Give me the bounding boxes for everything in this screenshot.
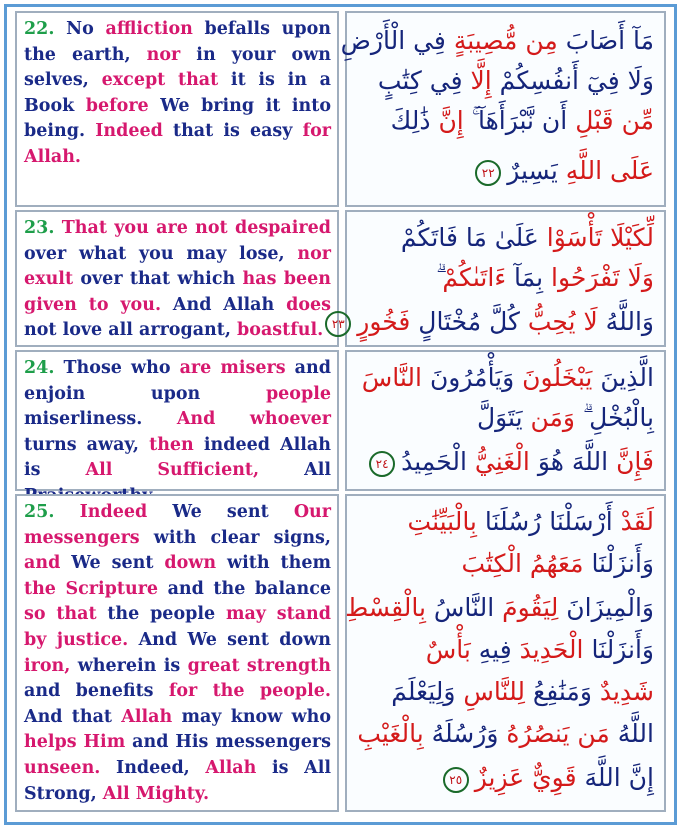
translation-phrase: that is easy	[162, 121, 303, 142]
arabic-phrase: أَرْسَلْنَا رُسُلَنَا	[484, 507, 613, 536]
translation-phrase: in your own selves,	[24, 44, 331, 91]
arabic-phrase: بِالْغَيْبِ	[357, 719, 424, 748]
arabic-phrase: إِنَّ اللَّهَ	[576, 763, 654, 792]
arabic-cell	[340, 11, 666, 207]
translation-text	[24, 216, 331, 344]
arabic-phrase: مِن مُّصِيبَةٍ	[453, 26, 558, 55]
arabic-line	[357, 546, 654, 582]
highlighted-phrase: Indeed	[95, 121, 163, 142]
ayah-number-marker: ٢٣	[325, 311, 351, 337]
highlighted-phrase: does	[286, 294, 331, 315]
translation-phrase: And We sent down	[128, 629, 331, 650]
translation-text	[24, 500, 331, 807]
arabic-phrase: النَّاسُ	[425, 593, 503, 622]
arabic-phrase: الْغَنِيُّ	[474, 447, 530, 476]
arabic-phrase: ۗ	[436, 263, 443, 292]
arabic-phrase: يَبْخَلُونَ	[522, 363, 593, 392]
arabic-phrase: مِّن قَبْلِ	[575, 106, 654, 135]
translation-phrase: and the balance	[158, 578, 331, 599]
arabic-phrase: يَتَوَلَّ	[476, 403, 531, 432]
arabic-line	[357, 400, 654, 436]
arabic-phrase: لِيَقُومَ	[502, 593, 559, 622]
arabic-phrase: وَلَا تَفْرَحُوا	[551, 263, 654, 292]
translation-text	[24, 17, 331, 171]
arabic-phrase: لِّكَيْلَا تَأْسَوْا	[546, 223, 654, 252]
arabic-phrase: بِالْبُخْلِ ۗ	[574, 403, 654, 432]
translation-phrase: We sent	[60, 553, 165, 574]
arabic-phrase: إِلَّا	[470, 66, 492, 95]
highlighted-phrase: And whoever	[176, 409, 331, 430]
highlighted-phrase: All Mighty.	[102, 783, 210, 804]
translation-phrase: No	[54, 19, 106, 39]
arabic-line	[345, 590, 654, 626]
arabic-line	[357, 153, 654, 189]
verse-row	[15, 494, 666, 812]
arabic-line	[357, 504, 654, 540]
arabic-line	[357, 260, 654, 296]
arabic-phrase: فِيهِ	[470, 635, 520, 664]
arabic-phrase: عَلَى اللَّهِ	[565, 156, 654, 185]
translation-phrase: with them	[216, 553, 331, 574]
arabic-phrase: إِنَّ	[438, 106, 464, 135]
translation-cell	[15, 11, 339, 207]
arabic-phrase: النَّاسَ	[361, 363, 422, 392]
translation-phrase: and benefits	[24, 681, 169, 702]
highlighted-phrase: great strength	[187, 655, 331, 676]
translation-phrase: Indeed,	[100, 757, 206, 778]
arabic-phrase: وَلِيَعْلَمَ	[391, 677, 464, 706]
translation-phrase: the people	[96, 604, 226, 625]
translation-phrase: it is in a Book	[24, 70, 331, 116]
arabic-cell	[331, 210, 666, 347]
highlighted-phrase: unseen.	[24, 757, 101, 778]
arabic-phrase: وَأَنزَلْنَا	[591, 549, 654, 578]
verse-number: 24.	[24, 358, 55, 378]
arabic-phrase: الْكِتَٰبَ	[461, 549, 522, 578]
arabic-phrase: فِي كِتَٰبٍ	[377, 66, 471, 95]
arabic-phrase: اللَّهَ هُوَ	[529, 447, 617, 476]
translation-phrase: over what you may lose,	[24, 243, 298, 264]
arabic-phrase: وَالْمِيزَانَ	[558, 593, 654, 622]
translation-phrase: may know who	[172, 706, 332, 727]
ayah-number-marker: ٢٢	[475, 160, 501, 186]
arabic-phrase: بِالْقِسْطِ	[345, 593, 426, 622]
arabic-line	[357, 632, 654, 668]
arabic-cell	[345, 350, 666, 491]
arabic-phrase: اللَّهُ	[609, 719, 654, 748]
arabic-phrase: بِالْبَيِّنَٰتِ	[407, 507, 485, 536]
highlighted-phrase: then	[149, 434, 194, 455]
highlighted-phrase: Our messengers	[24, 502, 331, 548]
translation-text	[24, 356, 331, 510]
arabic-phrase: وَأَنزَلْنَا	[583, 635, 654, 664]
translation-cell	[15, 350, 339, 491]
arabic-phrase: وَاللَّهُ	[597, 307, 654, 336]
arabic-phrase: عَلَىٰ مَا فَاتَكُمْ	[400, 223, 547, 252]
highlighted-phrase: nor	[146, 44, 181, 65]
translation-phrase: Those who	[54, 358, 180, 378]
arabic-line	[340, 23, 654, 59]
arabic-phrase: ذَٰلِكَ	[390, 106, 439, 135]
translation-phrase: indeed Allah is	[24, 434, 331, 481]
arabic-phrase: لِلنَّاسِ	[463, 677, 525, 706]
translation-phrase: befalls upon the earth,	[24, 19, 331, 65]
highlighted-phrase: for the people.	[168, 681, 332, 702]
translation-phrase: is All Strong,	[24, 757, 331, 804]
highlighted-phrase: helps Him	[24, 732, 126, 753]
translation-cell	[15, 494, 339, 812]
arabic-line	[357, 63, 654, 99]
arabic-phrase: لَقَدْ	[612, 507, 654, 536]
arabic-phrase: الْحَمِيدُ	[401, 447, 475, 476]
translation-phrase: wherein is	[70, 655, 188, 676]
highlighted-phrase: All Sufficient,	[85, 460, 260, 481]
arabic-phrase: بِمَآ	[506, 263, 551, 292]
highlighted-phrase: may stand by justice.	[24, 604, 331, 650]
highlighted-phrase: Allah	[205, 757, 257, 778]
translation-phrase: with clear signs,	[139, 527, 331, 548]
arabic-phrase: فِي الْأَرْضِ	[340, 26, 454, 55]
verse-number: 23.	[24, 218, 55, 238]
highlighted-phrase: before	[85, 95, 149, 116]
arabic-phrase: كُلَّ مُخْتَالٍ	[410, 307, 528, 336]
arabic-line	[357, 716, 654, 752]
translation-phrase: turns away,	[24, 434, 150, 455]
translation-phrase: We bring it into being.	[24, 95, 331, 142]
ayah-number-marker: ٢٤	[369, 451, 395, 477]
translation-phrase: And Allah	[161, 294, 287, 315]
highlighted-phrase: Indeed	[54, 502, 148, 522]
arabic-phrase: مَآ أَصَابَ	[557, 26, 654, 55]
arabic-cell	[345, 494, 666, 812]
highlighted-phrase: has been given to you.	[24, 269, 331, 315]
arabic-phrase: قَوِيٌّ عَزِيزٌ	[474, 763, 577, 792]
arabic-line	[357, 444, 654, 480]
arabic-phrase: فَخُورٍ	[357, 307, 411, 336]
verse-row	[15, 11, 666, 207]
arabic-phrase: وَرُسُلَهُ	[423, 719, 507, 748]
highlighted-phrase: are misers	[179, 358, 286, 378]
translation-phrase: All	[304, 460, 331, 481]
verses-table	[4, 4, 677, 825]
arabic-phrase: شَدِيدٌ	[599, 677, 654, 706]
arabic-phrase: وَمَن	[530, 403, 575, 432]
arabic-phrase: وَيَأْمُرُونَ	[422, 363, 523, 392]
highlighted-phrase: nor exult	[24, 243, 331, 290]
arabic-phrase: مَن يَنصُرُهُ	[506, 719, 610, 748]
highlighted-phrase: Allah	[121, 706, 173, 727]
translation-cell	[15, 210, 339, 347]
arabic-line	[331, 304, 654, 340]
arabic-line	[357, 674, 654, 710]
highlighted-phrase: affliction	[105, 19, 193, 39]
arabic-phrase: بَأْسٌ	[425, 635, 471, 664]
arabic-phrase: فَإِنَّ	[616, 447, 654, 476]
translation-phrase: and enjoin upon	[24, 358, 331, 404]
arabic-phrase: وَمَنَٰفِعُ	[524, 677, 600, 706]
highlighted-phrase: down	[164, 553, 217, 574]
verse-number: 25.	[24, 502, 55, 522]
verse-number: 22.	[24, 19, 55, 39]
arabic-phrase: ءَاتَىٰكُمْ	[442, 263, 507, 292]
arabic-line	[357, 760, 654, 796]
arabic-line	[357, 103, 654, 139]
highlighted-phrase: and	[24, 553, 61, 574]
translation-phrase: miserliness.	[24, 409, 177, 430]
translation-phrase: We sent	[147, 502, 294, 522]
highlighted-phrase: for Allah.	[24, 121, 331, 167]
highlighted-phrase: the Scripture	[24, 578, 159, 599]
translation-phrase: And that	[24, 706, 122, 727]
arabic-phrase: مَعَهُمُ	[521, 549, 592, 578]
arabic-phrase: الْحَدِيدَ	[519, 635, 584, 664]
arabic-phrase: لَا يُحِبُّ	[527, 307, 598, 336]
arabic-line	[357, 220, 654, 256]
translation-phrase: and His messengers	[125, 732, 331, 753]
arabic-line	[357, 360, 654, 396]
highlighted-phrase: boastful.	[237, 320, 324, 341]
translation-phrase: over that which	[73, 269, 243, 290]
highlighted-phrase: except that	[101, 70, 219, 91]
arabic-phrase: أَن نَّبْرَأَهَآ ۚ	[463, 106, 576, 135]
arabic-phrase: وَلَا فِيٓ أَنفُسِكُمْ	[491, 66, 654, 95]
arabic-phrase: الَّذِينَ	[592, 363, 654, 392]
highlighted-phrase: people	[265, 383, 331, 404]
highlighted-phrase: That you are not despaired	[54, 218, 331, 238]
verse-row	[15, 350, 666, 491]
highlighted-phrase: iron,	[24, 655, 71, 676]
ayah-number-marker: ٢٥	[443, 767, 469, 793]
highlighted-phrase: so that	[24, 604, 97, 625]
verse-row	[15, 210, 666, 347]
arabic-phrase: يَسِيرٌ	[507, 156, 566, 185]
translation-phrase: not love all arrogant,	[24, 320, 238, 341]
